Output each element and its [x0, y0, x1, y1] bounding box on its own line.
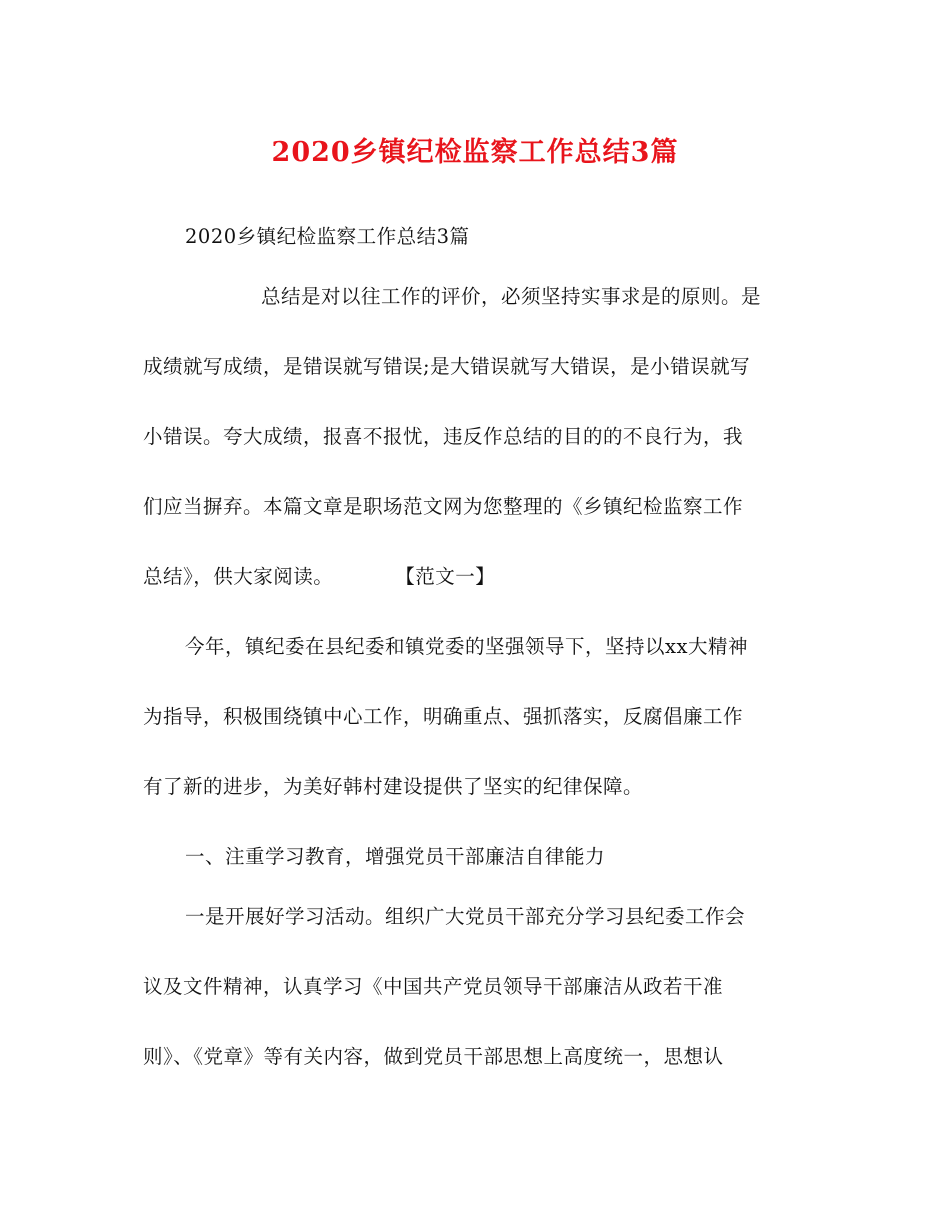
paragraph-line: 议及文件精神，认真学习《中国共产党员领导干部廉洁从政若干准 [143, 975, 724, 998]
paragraph-line: 一是开展好学习活动。组织广大党员干部充分学习县纪委工作会 [185, 905, 746, 928]
paragraph-text: 总结》，供大家阅读。 [143, 565, 334, 588]
document-title: 2020乡镇纪检监察工作总结3篇 [271, 137, 679, 168]
section-heading: 【范文一】 [395, 565, 496, 588]
paragraph-line: 有了新的进步，为美好韩村建设提供了坚实的纪律保障。 [143, 775, 644, 798]
section-heading: 一、注重学习教育，增强党员干部廉洁自律能力 [185, 845, 606, 868]
paragraph-line: 们应当摒弃。本篇文章是职场范文网为您整理的《乡镇纪检监察工作 [143, 495, 744, 518]
paragraph-line: 今年，镇纪委在县纪委和镇党委的坚强领导下，坚持以xx大精神 [185, 635, 748, 658]
paragraph-line: 总结是对以往工作的评价，必须坚持实事求是的原则。是 [261, 285, 762, 308]
paragraph-line: 成绩就写成绩，是错误就写错误;是大错误就写大错误，是小错误就写 [143, 355, 751, 378]
paragraph-line [143, 562, 823, 592]
paragraph-line: 则》、《党章》等有关内容，做到党员干部思想上高度统一，思想认 [143, 1045, 724, 1068]
paragraph-line: 为指导，积极围绕镇中心工作，明确重点、强抓落实，反腐倡廉工作 [143, 705, 744, 728]
paragraph-line: 小错误。夸大成绩，报喜不报忧，违反作总结的目的的不良行为，我 [143, 425, 744, 448]
subtitle-line: 2020乡镇纪检监察工作总结3篇 [185, 225, 470, 248]
